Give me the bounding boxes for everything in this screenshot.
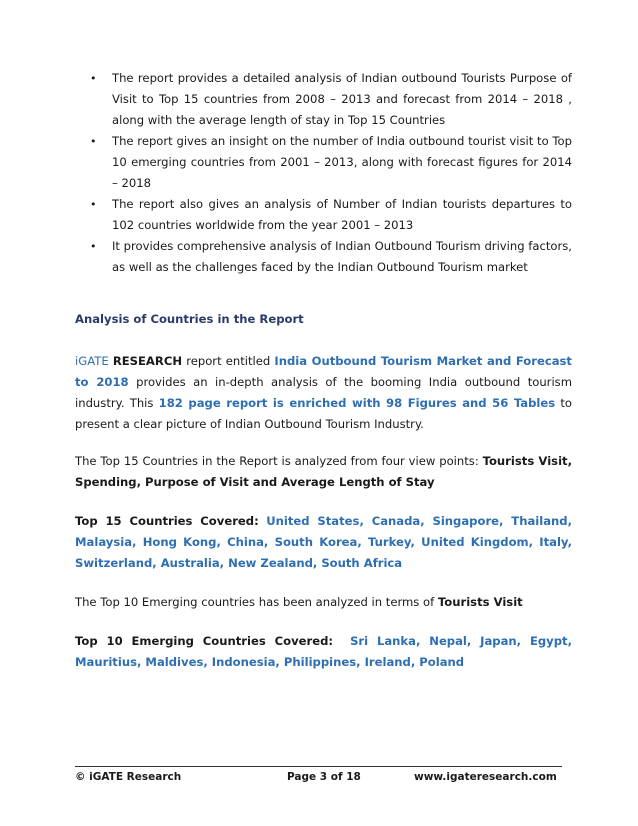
top15-country-list: United States, Canada, Singapore, Thailand, Malaysia, Hong Kong, China, South Korea, Turkey, United Kingdom, Italy, Switzerland, Australia, New Zealand, South Africa: [75, 514, 572, 570]
top15-label: Top 15 Countries Covered:: [75, 514, 259, 528]
paragraph-text: The Top 10 Emerging countries has been analyzed in terms of: [75, 595, 438, 609]
footer-website-link[interactable]: www.igateresearch.com: [414, 771, 557, 783]
brand-research: RESEARCH: [112, 354, 183, 368]
section-heading: Analysis of Countries in the Report: [75, 312, 304, 326]
bullet-text: It provides comprehensive analysis of Indian Outbound Tourism driving factors, as well as the challenges faced by the Indian Outbound Tourism market: [112, 239, 572, 274]
report-stats-highlight: 182 page report is enriched with 98 Figures and 56 Tables: [158, 396, 556, 410]
bullet-dot-icon: •: [90, 198, 97, 211]
bullet-dot-icon: •: [90, 240, 97, 253]
paragraph-text: The Top 15 Countries in the Report is analyzed from four view points:: [75, 454, 483, 468]
report-title-link[interactable]: India Outbound Tourism Market and Forecast to 2018: [75, 354, 572, 389]
bullet-text: The report also gives an analysis of Number of Indian tourists departures to 102 countries worldwide from the year 2001 – 2013: [112, 197, 572, 232]
paragraph-text: provides an in-depth analysis of the booming India outbound tourism industry. This: [75, 375, 572, 410]
report-overview-paragraph: [75, 351, 572, 435]
footer-divider: [75, 766, 562, 767]
bullet-item: [90, 194, 572, 236]
bullet-item: [90, 236, 572, 278]
paragraph-text: to present a clear picture of Indian Outbound Tourism Industry.: [75, 396, 572, 431]
top10-country-list: Sri Lanka, Nepal, Japan, Egypt, Mauritius, Maldives, Indonesia, Philippines, Ireland, Poland: [75, 634, 572, 669]
bullet-item: [90, 68, 572, 131]
bullet-dot-icon: •: [90, 135, 97, 148]
bullet-dot-icon: •: [90, 72, 97, 85]
top10-emerging-paragraph: [75, 631, 572, 673]
bullet-text: The report provides a detailed analysis of Indian outbound Tourists Purpose of Visit to Top 15 countries from 2008 – 2013 and forecast from 2014 – 2018 , along with the average length of stay in Top 15 Countries: [112, 71, 572, 127]
emerging-intro-paragraph: [75, 592, 572, 613]
paragraph-text: report entitled: [182, 354, 275, 368]
tourists-visit-bold: Tourists Visit: [437, 595, 523, 609]
footer-copyright: © iGATE Research: [75, 771, 182, 783]
bullet-item: [90, 131, 572, 194]
top15-countries-paragraph: [75, 511, 572, 574]
top10-label: Top 10 Emerging Countries Covered:: [75, 634, 334, 648]
brand-igate: iGATE: [75, 354, 109, 368]
view-points-bold: Tourists Visit, Spending, Purpose of Visit and Average Length of Stay: [75, 454, 572, 489]
view-points-paragraph: [75, 451, 572, 493]
footer-page-number: Page 3 of 18: [287, 771, 361, 783]
bullet-text: The report gives an insight on the number of India outbound tourist visit to Top 10 emerging countries from 2001 – 2013, along with forecast figures for 2014 – 2018: [112, 134, 572, 190]
feature-bullet-list: [90, 68, 572, 278]
